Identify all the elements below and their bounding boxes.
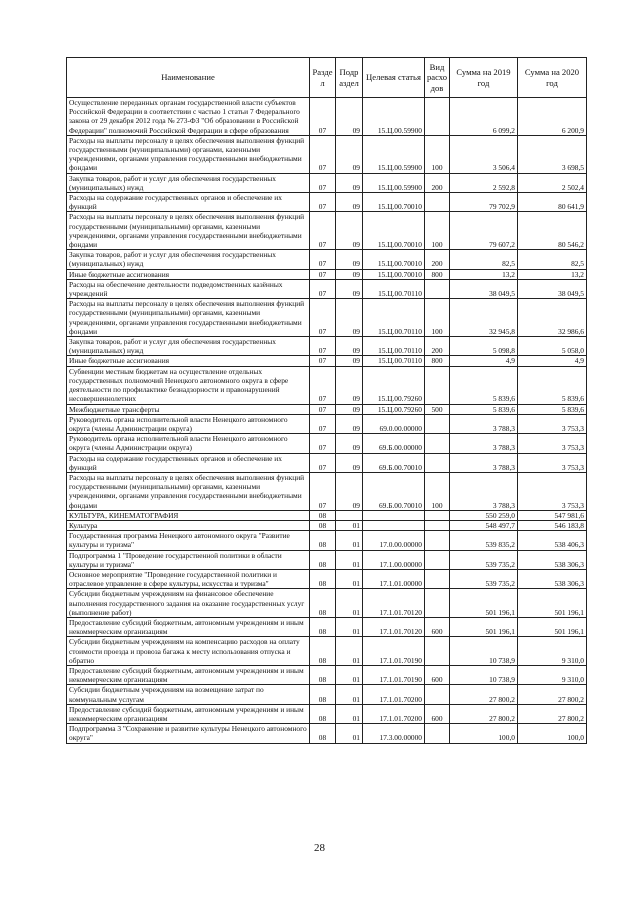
- cell-sum-2019: 5 839,6: [450, 366, 518, 404]
- cell-sum-2020: 27 800,2: [518, 704, 587, 723]
- table-row: [67, 550, 587, 569]
- cell-sum-2019: 539 835,2: [450, 531, 518, 550]
- table-row: [67, 569, 587, 588]
- cell-podrazdel: 01: [336, 520, 363, 530]
- cell-tselevaya-statya: 15.Ц.00.59900: [363, 173, 425, 192]
- cell-podrazdel: 01: [336, 531, 363, 550]
- cell-tselevaya-statya: 15.Ц.00.70010: [363, 250, 425, 269]
- table-row: [67, 685, 587, 704]
- cell-sum-2020: 6 200,9: [518, 98, 587, 136]
- cell-razdel: 07: [310, 366, 336, 404]
- table-row: [67, 589, 587, 618]
- header-vid-raskhodov: Вид расхо дов: [425, 58, 450, 98]
- cell-tselevaya-statya: 15.Ц.00.70110: [363, 337, 425, 356]
- cell-podrazdel: 01: [336, 704, 363, 723]
- cell-sum-2020: 9 310,0: [518, 665, 587, 684]
- cell-razdel: 07: [310, 250, 336, 269]
- cell-name: Руководитель органа исполнительной власти Ненецкого автономного округа (члены Администрации округа): [67, 434, 310, 453]
- table-row: [67, 617, 587, 636]
- cell-vid-raskhodov: 800: [425, 269, 450, 279]
- cell-name: Основное мероприятие "Проведение государственной политики и отраслевое управление в сфере культуры, искусства и туризма": [67, 569, 310, 588]
- cell-tselevaya-statya: [363, 520, 425, 530]
- table-row: [67, 510, 587, 520]
- cell-tselevaya-statya: 15.Ц.00.59900: [363, 98, 425, 136]
- cell-razdel: 07: [310, 337, 336, 356]
- cell-vid-raskhodov: [425, 453, 450, 472]
- header-tselevaya-statya: Целевая статья: [363, 58, 425, 98]
- cell-podrazdel: [336, 510, 363, 520]
- cell-sum-2019: 6 099,2: [450, 98, 518, 136]
- cell-sum-2019: 548 497,7: [450, 520, 518, 530]
- cell-tselevaya-statya: 17.1.01.70120: [363, 589, 425, 618]
- cell-name: Расходы на выплаты персоналу в целях обеспечения выполнения функций государственными (муниципальными) органами, казенными учреждениями, органами управления государственными внебюджетными фондами: [67, 212, 310, 250]
- cell-sum-2019: 3 788,3: [450, 472, 518, 510]
- cell-sum-2019: 27 800,2: [450, 685, 518, 704]
- cell-razdel: 07: [310, 356, 336, 366]
- cell-vid-raskhodov: [425, 414, 450, 433]
- cell-podrazdel: 09: [336, 472, 363, 510]
- cell-sum-2019: 5 839,6: [450, 404, 518, 414]
- cell-vid-raskhodov: [425, 531, 450, 550]
- cell-razdel: 08: [310, 617, 336, 636]
- cell-tselevaya-statya: 15.Ц.00.70010: [363, 212, 425, 250]
- header-sum-2019: Сумма на 2019 год: [450, 58, 518, 98]
- cell-sum-2020: 3 753,3: [518, 472, 587, 510]
- cell-tselevaya-statya: 17.1.01.70120: [363, 617, 425, 636]
- cell-tselevaya-statya: 69.Б.00.70010: [363, 472, 425, 510]
- cell-tselevaya-statya: 17.1.01.70190: [363, 637, 425, 666]
- table-row: [67, 279, 587, 298]
- table-row: [67, 414, 587, 433]
- cell-tselevaya-statya: 15.Ц.00.70010: [363, 269, 425, 279]
- cell-podrazdel: 09: [336, 366, 363, 404]
- table-body: [67, 98, 587, 744]
- cell-tselevaya-statya: 69.0.00.00000: [363, 414, 425, 433]
- cell-podrazdel: 09: [336, 356, 363, 366]
- cell-sum-2019: 3 788,3: [450, 434, 518, 453]
- cell-sum-2019: 82,5: [450, 250, 518, 269]
- cell-podrazdel: 09: [336, 279, 363, 298]
- cell-sum-2020: 100,0: [518, 724, 587, 743]
- cell-sum-2020: 38 049,5: [518, 279, 587, 298]
- cell-tselevaya-statya: 15.Ц.00.70110: [363, 299, 425, 337]
- table-row: [67, 434, 587, 453]
- cell-name: Иные бюджетные ассигнования: [67, 356, 310, 366]
- cell-tselevaya-statya: 17.1.01.00000: [363, 569, 425, 588]
- cell-vid-raskhodov: [425, 279, 450, 298]
- cell-vid-raskhodov: [425, 637, 450, 666]
- cell-podrazdel: 09: [336, 404, 363, 414]
- cell-vid-raskhodov: [425, 724, 450, 743]
- cell-sum-2019: 32 945,8: [450, 299, 518, 337]
- table-row: [67, 337, 587, 356]
- cell-tselevaya-statya: [363, 510, 425, 520]
- cell-sum-2019: 550 259,0: [450, 510, 518, 520]
- table-row: [67, 269, 587, 279]
- cell-vid-raskhodov: 100: [425, 299, 450, 337]
- cell-name: Государственная программа Ненецкого автономного округа "Развитие культуры и туризма": [67, 531, 310, 550]
- cell-razdel: 07: [310, 212, 336, 250]
- cell-sum-2019: 5 098,8: [450, 337, 518, 356]
- cell-name: Расходы на выплаты персоналу в целях обеспечения выполнения функций государственными (муниципальными) органами, казенными учреждениями, органами управления государственными внебюджетными фондами: [67, 299, 310, 337]
- table-row: [67, 665, 587, 684]
- cell-sum-2020: 501 196,1: [518, 617, 587, 636]
- cell-razdel: 07: [310, 404, 336, 414]
- cell-name: Закупка товаров, работ и услуг для обеспечения государственных (муниципальных) нужд: [67, 173, 310, 192]
- cell-name: КУЛЬТУРА, КИНЕМАТОГРАФИЯ: [67, 510, 310, 520]
- table-row: [67, 135, 587, 173]
- table-row: [67, 366, 587, 404]
- cell-name: Иные бюджетные ассигнования: [67, 269, 310, 279]
- table-row: [67, 531, 587, 550]
- cell-sum-2020: 3 753,3: [518, 434, 587, 453]
- cell-name: Подпрограмма 3 "Сохранение и развитие культуры Ненецкого автономного округа": [67, 724, 310, 743]
- cell-tselevaya-statya: 17.1.01.70200: [363, 685, 425, 704]
- cell-podrazdel: 01: [336, 637, 363, 666]
- cell-podrazdel: 01: [336, 589, 363, 618]
- table-row: [67, 173, 587, 192]
- cell-razdel: 07: [310, 453, 336, 472]
- cell-sum-2020: 3 698,5: [518, 135, 587, 173]
- cell-vid-raskhodov: 100: [425, 212, 450, 250]
- cell-tselevaya-statya: 15.Ц.00.59900: [363, 135, 425, 173]
- cell-sum-2019: 100,0: [450, 724, 518, 743]
- table-row: [67, 193, 587, 212]
- cell-sum-2020: 5 839,6: [518, 366, 587, 404]
- cell-podrazdel: 09: [336, 299, 363, 337]
- cell-vid-raskhodov: 100: [425, 472, 450, 510]
- cell-sum-2020: 80 641,9: [518, 193, 587, 212]
- header-sum-2020: Сумма на 2020 год: [518, 58, 587, 98]
- cell-podrazdel: 09: [336, 269, 363, 279]
- cell-razdel: 08: [310, 510, 336, 520]
- cell-name: Субсидии бюджетным учреждениям на возмещение затрат по коммунальным услугам: [67, 685, 310, 704]
- cell-tselevaya-statya: 17.1.00.00000: [363, 550, 425, 569]
- cell-tselevaya-statya: 17.1.01.70200: [363, 704, 425, 723]
- cell-sum-2020: 547 981,6: [518, 510, 587, 520]
- cell-sum-2019: 539 735,2: [450, 569, 518, 588]
- cell-tselevaya-statya: 15.Ц.00.79260: [363, 366, 425, 404]
- cell-razdel: 07: [310, 269, 336, 279]
- cell-razdel: 08: [310, 685, 336, 704]
- cell-podrazdel: 01: [336, 550, 363, 569]
- cell-vid-raskhodov: 200: [425, 250, 450, 269]
- cell-sum-2020: 2 502,4: [518, 173, 587, 192]
- cell-sum-2019: 3 788,3: [450, 453, 518, 472]
- table-row: [67, 724, 587, 743]
- cell-tselevaya-statya: 17.1.01.70190: [363, 665, 425, 684]
- cell-name: Закупка товаров, работ и услуг для обеспечения государственных (муниципальных) нужд: [67, 250, 310, 269]
- cell-name: Субсидии бюджетным учреждениям на финансовое обеспечение выполнения государственного задания на оказание государственных услуг (выполнение работ): [67, 589, 310, 618]
- table-header-row: [67, 58, 587, 98]
- cell-razdel: 08: [310, 704, 336, 723]
- cell-vid-raskhodov: 500: [425, 404, 450, 414]
- cell-podrazdel: 01: [336, 724, 363, 743]
- table-row: [67, 404, 587, 414]
- cell-vid-raskhodov: [425, 366, 450, 404]
- cell-name: Субсидии бюджетным учреждениям на компенсацию расходов на оплату стоимости проезда и провоза багажа к месту использования отпуска и обратно: [67, 637, 310, 666]
- cell-podrazdel: 09: [336, 453, 363, 472]
- cell-podrazdel: 01: [336, 685, 363, 704]
- cell-razdel: 07: [310, 279, 336, 298]
- cell-name: Расходы на выплаты персоналу в целях обеспечения выполнения функций государственными (муниципальными) органами, казенными учреждениями, органами управления государственными внебюджетными фондами: [67, 472, 310, 510]
- cell-vid-raskhodov: 800: [425, 356, 450, 366]
- cell-razdel: 08: [310, 589, 336, 618]
- cell-podrazdel: 09: [336, 414, 363, 433]
- cell-sum-2019: 13,2: [450, 269, 518, 279]
- cell-sum-2020: 80 546,2: [518, 212, 587, 250]
- cell-podrazdel: 01: [336, 665, 363, 684]
- cell-sum-2020: 4,9: [518, 356, 587, 366]
- cell-tselevaya-statya: 69.Б.00.00000: [363, 434, 425, 453]
- cell-name: Межбюджетные трансферты: [67, 404, 310, 414]
- cell-tselevaya-statya: 15.Ц.00.79260: [363, 404, 425, 414]
- cell-vid-raskhodov: 200: [425, 173, 450, 192]
- cell-podrazdel: 01: [336, 569, 363, 588]
- cell-razdel: 07: [310, 472, 336, 510]
- cell-tselevaya-statya: 17.0.00.00000: [363, 531, 425, 550]
- cell-name: Расходы на содержание государственных органов и обеспечение их функций: [67, 453, 310, 472]
- cell-sum-2020: 501 196,1: [518, 589, 587, 618]
- cell-razdel: 08: [310, 665, 336, 684]
- cell-sum-2020: 13,2: [518, 269, 587, 279]
- cell-name: Предоставление субсидий бюджетным, автономным учреждениям и иным некоммерческим организациям: [67, 617, 310, 636]
- cell-sum-2019: 79 607,2: [450, 212, 518, 250]
- cell-razdel: 08: [310, 569, 336, 588]
- table-row: [67, 212, 587, 250]
- header-podrazdel: Подр аздел: [336, 58, 363, 98]
- cell-vid-raskhodov: [425, 98, 450, 136]
- cell-vid-raskhodov: [425, 193, 450, 212]
- cell-sum-2020: 5 058,0: [518, 337, 587, 356]
- cell-sum-2019: 501 196,1: [450, 589, 518, 618]
- cell-podrazdel: 09: [336, 434, 363, 453]
- cell-name: Предоставление субсидий бюджетным, автономным учреждениям и иным некоммерческим организациям: [67, 704, 310, 723]
- cell-vid-raskhodov: [425, 569, 450, 588]
- cell-razdel: 07: [310, 173, 336, 192]
- cell-sum-2019: 27 800,2: [450, 704, 518, 723]
- page-number: 28: [314, 842, 325, 854]
- cell-sum-2019: 79 702,9: [450, 193, 518, 212]
- cell-sum-2020: 27 800,2: [518, 685, 587, 704]
- cell-razdel: 08: [310, 724, 336, 743]
- cell-razdel: 08: [310, 550, 336, 569]
- cell-razdel: 07: [310, 98, 336, 136]
- table-row: [67, 299, 587, 337]
- cell-vid-raskhodov: [425, 685, 450, 704]
- cell-sum-2019: 3 788,3: [450, 414, 518, 433]
- cell-name: Расходы на выплаты персоналу в целях обеспечения выполнения функций государственными (муниципальными) органами, казенными учреждениями, органами управления государственными внебюджетными фондами: [67, 135, 310, 173]
- cell-vid-raskhodov: [425, 434, 450, 453]
- cell-name: Культура: [67, 520, 310, 530]
- cell-vid-raskhodov: 600: [425, 704, 450, 723]
- cell-vid-raskhodov: 100: [425, 135, 450, 173]
- cell-vid-raskhodov: [425, 550, 450, 569]
- cell-name: Предоставление субсидий бюджетным, автономным учреждениям и иным некоммерческим организациям: [67, 665, 310, 684]
- cell-sum-2020: 538 306,3: [518, 550, 587, 569]
- cell-sum-2019: 10 738,9: [450, 665, 518, 684]
- cell-razdel: 07: [310, 193, 336, 212]
- table-row: [67, 356, 587, 366]
- cell-sum-2020: 9 310,0: [518, 637, 587, 666]
- cell-razdel: 07: [310, 414, 336, 433]
- table-row: [67, 250, 587, 269]
- cell-podrazdel: 09: [336, 135, 363, 173]
- cell-name: Закупка товаров, работ и услуг для обеспечения государственных (муниципальных) нужд: [67, 337, 310, 356]
- cell-vid-raskhodov: 600: [425, 617, 450, 636]
- cell-razdel: 08: [310, 531, 336, 550]
- table-row: [67, 637, 587, 666]
- budget-table-sheet: [66, 57, 586, 744]
- table-row: [67, 520, 587, 530]
- cell-tselevaya-statya: 17.3.00.00000: [363, 724, 425, 743]
- table-row: [67, 704, 587, 723]
- cell-name: Расходы на обеспечение деятельности подведомственных казённых учреждений: [67, 279, 310, 298]
- cell-podrazdel: 09: [336, 173, 363, 192]
- cell-vid-raskhodov: [425, 589, 450, 618]
- cell-name: Субвенции местным бюджетам на осуществление отдельных государственных полномочий Ненецкого автономного округа в сфере деятельности по профилактике безнадзорности и правонарушений несовершеннолетних: [67, 366, 310, 404]
- cell-name: Подпрограмма 1 "Проведение государственной политики в области культуры и туризма": [67, 550, 310, 569]
- cell-sum-2019: 38 049,5: [450, 279, 518, 298]
- cell-sum-2019: 4,9: [450, 356, 518, 366]
- cell-sum-2020: 546 183,8: [518, 520, 587, 530]
- cell-sum-2020: 3 753,3: [518, 414, 587, 433]
- cell-podrazdel: 09: [336, 98, 363, 136]
- cell-sum-2019: 10 738,9: [450, 637, 518, 666]
- cell-vid-raskhodov: [425, 520, 450, 530]
- cell-vid-raskhodov: 600: [425, 665, 450, 684]
- cell-razdel: 08: [310, 637, 336, 666]
- cell-podrazdel: 09: [336, 193, 363, 212]
- cell-sum-2019: 539 735,2: [450, 550, 518, 569]
- cell-podrazdel: 09: [336, 250, 363, 269]
- cell-vid-raskhodov: [425, 510, 450, 520]
- table-row: [67, 98, 587, 136]
- cell-name: Руководитель органа исполнительной власти Ненецкого автономного округа (члены Администрации округа): [67, 414, 310, 433]
- cell-tselevaya-statya: 15.Ц.00.70110: [363, 279, 425, 298]
- cell-name: Расходы на содержание государственных органов и обеспечение их функций: [67, 193, 310, 212]
- cell-sum-2019: 3 506,4: [450, 135, 518, 173]
- cell-sum-2020: 3 753,3: [518, 453, 587, 472]
- cell-razdel: 08: [310, 520, 336, 530]
- table-row: [67, 453, 587, 472]
- cell-podrazdel: 01: [336, 617, 363, 636]
- budget-table: [66, 57, 587, 744]
- table-row: [67, 472, 587, 510]
- cell-sum-2020: 538 406,3: [518, 531, 587, 550]
- cell-razdel: 07: [310, 434, 336, 453]
- cell-vid-raskhodov: 200: [425, 337, 450, 356]
- cell-podrazdel: 09: [336, 337, 363, 356]
- header-name: Наименование: [67, 58, 310, 98]
- cell-tselevaya-statya: 69.Б.00.70010: [363, 453, 425, 472]
- cell-razdel: 07: [310, 299, 336, 337]
- cell-sum-2019: 2 592,8: [450, 173, 518, 192]
- cell-podrazdel: 09: [336, 212, 363, 250]
- cell-razdel: 07: [310, 135, 336, 173]
- cell-sum-2020: 32 986,6: [518, 299, 587, 337]
- cell-sum-2020: 5 839,6: [518, 404, 587, 414]
- cell-sum-2020: 82,5: [518, 250, 587, 269]
- cell-sum-2019: 501 196,1: [450, 617, 518, 636]
- cell-tselevaya-statya: 15.Ц.00.70110: [363, 356, 425, 366]
- cell-tselevaya-statya: 15.Ц.00.70010: [363, 193, 425, 212]
- header-razdel: Разде л: [310, 58, 336, 98]
- cell-sum-2020: 538 306,3: [518, 569, 587, 588]
- cell-name: Осуществление переданных органам государственной власти субъектов Российской Федерации в соответствии с частью 1 статьи 7 Федерального закона от 29 декабря 2012 года № 273-ФЗ "Об образовании в Российской Федерации" полномочий Российской Федерации в сфере образования: [67, 98, 310, 136]
